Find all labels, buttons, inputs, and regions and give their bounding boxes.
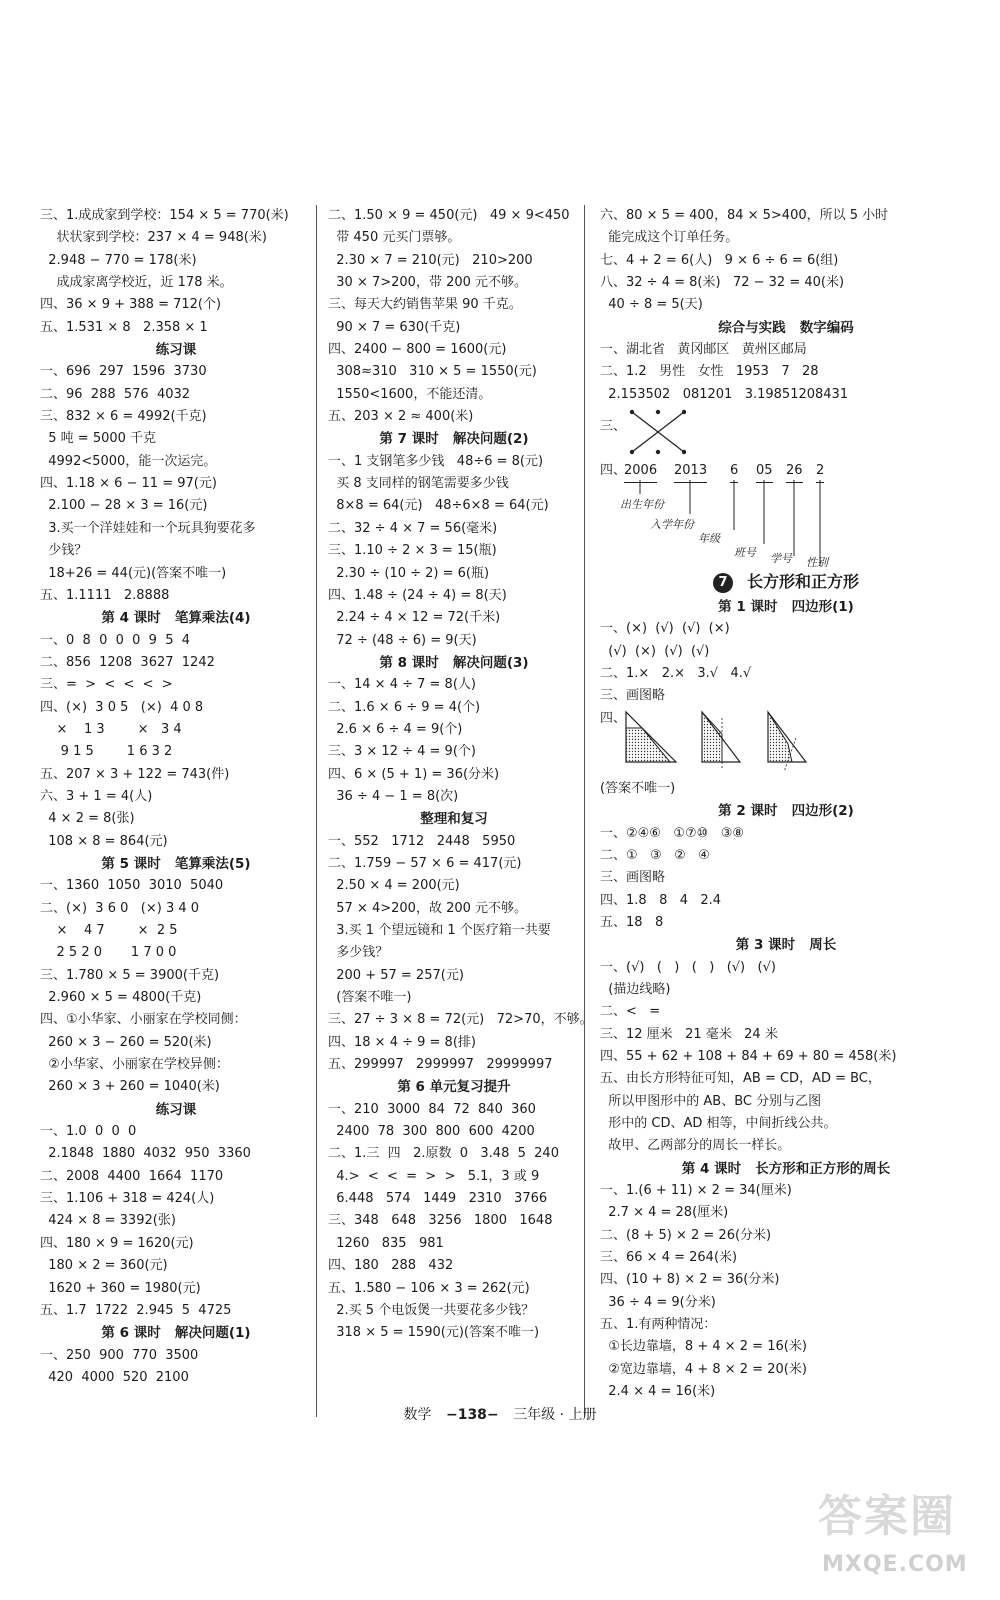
- answer-line: 三、1.106 + 318 = 424(人): [40, 1191, 215, 1207]
- answer-line: 故甲、乙两部分的周长一样长。: [600, 1138, 791, 1154]
- answer-line: 2.960 × 5 = 4800(千克): [40, 990, 202, 1006]
- answer-line: 所以甲图形中的 AB、BC 分别与乙图: [600, 1093, 822, 1109]
- answer-line: 二、① ③ ② ④: [600, 847, 710, 863]
- student-code-diagram: [600, 458, 972, 568]
- answer-line: 三、= > < < < >: [40, 677, 173, 693]
- answer-line: 一、14 × 4 ÷ 7 = 8(人): [328, 677, 476, 693]
- answer-line: 四、2400 − 800 = 1600(元): [328, 342, 507, 358]
- section-heading: 第 2 课时 四边形(2): [718, 803, 854, 820]
- answer-line: 二、1.50 × 9 = 450(元) 49 × 9<450: [328, 208, 570, 223]
- answer-line: 四、1.48 ÷ (24 ÷ 4) = 8(天): [328, 587, 507, 603]
- answer-line: (√) (×) (√) (√): [600, 643, 710, 659]
- answer-line: 一、1.(6 + 11) × 2 = 34(厘米): [600, 1183, 792, 1198]
- page-number: −138−: [445, 1407, 499, 1423]
- answer-line: 200 + 57 = 257(元): [328, 967, 464, 983]
- answer-line: 三、3 × 12 ÷ 4 = 9(个): [328, 744, 476, 760]
- answer-line: 424 × 8 = 3392(张): [40, 1213, 176, 1229]
- answer-line: 二、1.× 2.× 3.√ 4.√: [600, 666, 752, 682]
- answer-line: 2.50 × 4 = 200(元): [328, 878, 460, 894]
- code-part: 2013: [674, 460, 707, 483]
- answer-line: 18+26 = 44(元)(答案不唯一): [40, 565, 227, 581]
- answer-line: 成成家离学校近，近 178 米。: [40, 275, 233, 291]
- answer-line: 四、36 × 9 + 388 = 712(个): [40, 297, 222, 313]
- answer-line: 二、(8 + 5) × 2 = 26(分米): [600, 1227, 772, 1243]
- answer-line: 2.7 × 4 = 28(厘米): [600, 1205, 729, 1221]
- answer-line: 8×8 = 64(元) 48÷6×8 = 64(元): [328, 498, 549, 514]
- answer-line: 308≈310 310 × 5 = 1550(元): [328, 364, 537, 380]
- code-label: 性别: [806, 556, 828, 570]
- answer-line: (答案不唯一): [328, 990, 412, 1006]
- answer-line: 二、(×) 3 6 0 (×) 3 4 0: [40, 900, 200, 916]
- answer-line: × 1 3 × 3 4: [40, 721, 182, 737]
- code-label: 年级: [698, 532, 720, 546]
- answer-line: 少钱？: [40, 543, 88, 559]
- code-label: 入学年份: [650, 518, 694, 532]
- answer-line: 二、856 1208 3627 1242: [40, 654, 215, 670]
- answer-line: 180 × 2 = 360(元): [40, 1258, 168, 1274]
- answer-line: 能完成这个订单任务。: [600, 230, 739, 246]
- answer-line: 一、696 297 1596 3730: [40, 364, 207, 380]
- answer-line: 六、80 × 5 = 400，84 × 5>400，所以 5 小时: [600, 208, 889, 223]
- answer-line: 36 ÷ 4 = 9(分米): [600, 1294, 716, 1310]
- footer-subject: 数学: [403, 1407, 432, 1423]
- answer-line: 买 8 支同样的钢笔需要多少钱: [328, 476, 509, 492]
- section-heading: 第 3 课时 周长: [735, 937, 837, 954]
- answer-line: ①长边靠墙，8 + 4 × 2 = 16(米): [600, 1339, 807, 1355]
- section-heading: 第 4 课时 长方形和正方形的周长: [681, 1160, 891, 1177]
- answer-line: 四、1.18 × 6 − 11 = 97(元): [40, 476, 217, 492]
- answer-line: 2.30 × 7 = 210(元) 210>200: [328, 252, 533, 268]
- answer-line: 三、832 × 6 = 4992(千克): [40, 409, 207, 425]
- answer-line: 4.> < < = > > 5.1，3 或 9: [328, 1168, 540, 1184]
- column-3-middle: [600, 596, 972, 708]
- answer-line: 三、1.成成家到学校：154 × 5 = 770(米): [40, 208, 289, 223]
- column-3-top: [600, 205, 972, 406]
- footer-grade: 三年级 · 上册: [513, 1407, 597, 1423]
- answer-line: 三、每天大约销售苹果 90 千克。: [328, 297, 522, 313]
- answer-line: 四、1.8 8 4 2.4: [600, 892, 722, 908]
- answer-line: 420 4000 520 2100: [40, 1369, 189, 1385]
- answer-line: 三、66 × 4 = 264(米): [600, 1250, 738, 1266]
- answer-line: 三、画图略: [600, 870, 666, 886]
- answer-line: 一、1360 1050 3010 5040: [40, 878, 224, 894]
- answer-line: 1620 + 360 = 1980(元): [40, 1280, 201, 1296]
- section-heading: 第 6 课时 解决问题(1): [101, 1325, 251, 1342]
- answer-line: 40 ÷ 8 = 5(天): [600, 297, 703, 313]
- answer-line: 2.153502 081201 3.19851208431: [600, 386, 849, 402]
- answer-line: 2.买 5 个电饭煲一共要花多少钱？: [328, 1302, 535, 1318]
- answer-line: 四、①小华家、小丽家在学校同侧：: [40, 1012, 247, 1028]
- section-heading: 第 7 课时 解决问题(2): [379, 431, 529, 448]
- answer-line: 五、203 × 2 ≈ 400(米): [328, 409, 474, 425]
- answer-line: 6.448 574 1449 2310 3766: [328, 1191, 548, 1207]
- answer-line: 3.买 1 个望远镜和 1 个医疗箱一共要: [328, 923, 551, 938]
- answer-line: 一、(×) (√) (√) (×): [600, 621, 730, 637]
- answer-line: 八、32 ÷ 4 = 8(米) 72 − 32 = 40(米): [600, 275, 845, 291]
- answer-line: 2.6 × 6 ÷ 4 = 9(个): [328, 721, 463, 737]
- page-footer: [0, 1404, 1000, 1424]
- answer-line: 三、27 ÷ 3 × 8 = 72(元) 72>70，不够。: [328, 1012, 593, 1028]
- answer-line: 四、6 × (5 + 1) = 36(分米): [328, 766, 500, 782]
- answer-line: 1550<1600，不能还清。: [328, 386, 492, 402]
- answer-line: 二、1.三 四 2.原数 0 3.48 5 240: [328, 1146, 559, 1162]
- answer-column-3: [600, 205, 972, 1403]
- answer-line: 七、4 + 2 = 6(人) 9 × 6 ÷ 6 = 6(组): [600, 252, 839, 268]
- section-heading: 整理和复习: [420, 811, 488, 828]
- answer-line: 5 吨 = 5000 千克: [40, 431, 157, 447]
- answer-line: 一、210 3000 84 72 840 360: [328, 1101, 536, 1117]
- answer-line: 57 × 4>200，故 200 元不够。: [328, 900, 528, 916]
- answer-line: 带 450 元买门票够。: [328, 230, 461, 246]
- answer-line: 9 1 5 1 6 3 2: [40, 744, 173, 760]
- answer-line: 2 5 2 0 1 7 0 0: [40, 945, 177, 961]
- answer-line: 六、3 + 1 = 4(人): [40, 788, 153, 804]
- answer-line: 四、18 × 4 ÷ 9 = 8(排): [328, 1034, 476, 1050]
- answer-line: 五、18 8: [600, 914, 664, 930]
- answer-line: 4992<5000，能一次运完。: [40, 453, 217, 469]
- answer-line: 五、1.531 × 8 2.358 × 1: [40, 319, 208, 335]
- answer-line: 二、32 ÷ 4 × 7 = 56(毫米): [328, 520, 498, 536]
- code-part: 2: [816, 460, 824, 483]
- watermark-domain: MXQE.COM: [822, 1552, 968, 1577]
- answer-line: 形中的 CD、AD 相等，中间折线公共。: [600, 1115, 837, 1131]
- answer-line: 2.100 − 28 × 3 = 16(元): [40, 498, 208, 514]
- answer-line: 五、由长方形特征可知，AB = CD，AD = BC，: [600, 1071, 881, 1087]
- answer-line: 三、12 厘米 21 毫米 24 米: [600, 1026, 778, 1042]
- code-part: 2006: [624, 460, 657, 483]
- answer-line: 三、1.780 × 5 = 3900(千克): [40, 967, 220, 983]
- answer-line: 72 ÷ (48 ÷ 6) = 9(天): [328, 632, 477, 648]
- answer-line: 一、1.0 0 0 0: [40, 1124, 137, 1140]
- answer-line: 318 × 5 = 1590(元)(答案不唯一): [328, 1325, 540, 1341]
- answer-line: × 4 7 × 2 5: [40, 923, 178, 938]
- cross-matching-figure: [628, 406, 708, 456]
- answer-line: 2400 78 300 800 600 4200: [328, 1124, 535, 1140]
- answer-line: 三、画图略: [600, 688, 666, 704]
- answer-line: 三、348 648 3256 1800 1648: [328, 1213, 553, 1229]
- answer-line: (答案不唯一): [600, 780, 676, 796]
- code-label: 学号: [770, 552, 792, 566]
- answer-line: 二、1.6 × 6 ÷ 9 = 4(个): [328, 699, 481, 715]
- answer-line: (描边线略): [600, 981, 671, 997]
- answer-line: 108 × 8 = 864(元): [40, 833, 168, 849]
- answer-line: 二、< =: [600, 1004, 661, 1020]
- answer-line: 一、552 1712 2448 5950: [328, 833, 516, 849]
- unit-heading: [600, 568, 972, 596]
- cross-figure-row: 三、: [600, 406, 972, 458]
- column-divider-2: [584, 205, 585, 1417]
- column-divider-1: [316, 205, 317, 1417]
- unit-title-text: 长方形和正方形: [746, 572, 859, 592]
- code-part: 26: [786, 460, 803, 483]
- answer-line: 四、55 + 62 + 108 + 84 + 69 + 80 = 458(米): [600, 1048, 897, 1064]
- answer-line: 一、湖北省 黄冈邮区 黄州区邮局: [600, 342, 807, 358]
- answer-line: 多少钱？: [328, 945, 389, 961]
- answer-line: 四、180 × 9 = 1620(元): [40, 1235, 194, 1251]
- answer-line: 四、180 288 432: [328, 1258, 454, 1274]
- watermark-text: 答案圈: [818, 1491, 956, 1542]
- answer-line: 2.4 × 4 = 16(米): [600, 1384, 716, 1400]
- code-part: 05: [756, 460, 773, 483]
- answer-line: ②宽边靠墙，4 + 8 × 2 = 20(米): [600, 1361, 807, 1377]
- answer-line: 五、299997 2999997 29999997: [328, 1057, 553, 1073]
- section-heading: 第 8 课时 解决问题(3): [379, 654, 529, 671]
- answer-column-2: [328, 205, 593, 1345]
- answer-line: 30 × 7>200，带 200 元不够。: [328, 275, 528, 291]
- answer-line: 三、1.10 ÷ 2 × 3 = 15(瓶): [328, 543, 497, 559]
- section-heading: 综合与实践 数字编码: [718, 319, 854, 336]
- answer-line: 二、96 288 576 4032: [40, 386, 191, 402]
- answer-line: 五、207 × 3 + 122 = 743(件): [40, 766, 230, 782]
- section-heading: 第 4 课时 笔算乘法(4): [101, 610, 251, 627]
- answer-line: 2.948 − 770 = 178(米): [40, 252, 197, 268]
- answer-line: 2.30 ÷ (10 ÷ 2) = 6(瓶): [328, 565, 490, 581]
- answer-line: 五、1.有两种情况：: [600, 1317, 717, 1333]
- answer-line: 一、(√) ( ) ( ) (√) (√): [600, 959, 776, 975]
- code-prefix: 四、: [600, 463, 627, 479]
- answer-line: 260 × 3 − 260 = 520(米): [40, 1034, 212, 1050]
- answer-line: 二、1.759 − 57 × 6 = 417(元): [328, 855, 522, 871]
- answer-line: ②小华家、小丽家在学校异侧：: [40, 1057, 229, 1073]
- watermark-logo: [818, 1480, 988, 1590]
- answer-line: 90 × 7 = 630(千克): [328, 319, 461, 335]
- code-label: 班号: [734, 546, 756, 560]
- code-part: 6: [730, 460, 738, 483]
- answer-line: 一、②④⑥ ①⑦⑩ ③⑧: [600, 825, 745, 841]
- answer-column-1: [40, 205, 312, 1389]
- answer-line: 2.24 ÷ 4 × 12 = 72(千米): [328, 610, 501, 626]
- answer-line: 1260 835 981: [328, 1235, 444, 1251]
- answer-line: 二、1.2 男性 女性 1953 7 28: [600, 364, 819, 380]
- answer-line: 一、250 900 770 3500: [40, 1347, 199, 1363]
- answer-line: 四、(10 + 8) × 2 = 36(分米): [600, 1272, 780, 1288]
- answer-line: 4 × 2 = 8(张): [40, 811, 135, 827]
- answer-line: 36 ÷ 4 − 1 = 8(次): [328, 788, 459, 804]
- answer-line: 一、1 支钢笔多少钱 48÷6 = 8(元): [328, 453, 544, 469]
- section-heading: 练习课: [155, 342, 197, 359]
- answer-line: 260 × 3 + 260 = 1040(米): [40, 1079, 220, 1095]
- section-heading: 第 6 单元复习提升: [397, 1079, 511, 1096]
- section-heading: 练习课: [155, 1101, 197, 1118]
- unit-number-badge: 7: [713, 573, 733, 593]
- answer-line: 3.买一个洋娃娃和一个玩具狗要花多: [40, 520, 256, 536]
- section-heading: 第 5 课时 笔算乘法(5): [101, 855, 251, 872]
- column-3-bottom: [600, 778, 972, 1404]
- answer-line: 2.1848 1880 4032 950 3360: [40, 1146, 251, 1162]
- answer-line: 四、(×) 3 0 5 (×) 4 0 8: [40, 699, 204, 715]
- answer-line: 二、2008 4400 1664 1170: [40, 1168, 224, 1184]
- answer-line: 五、1.7 1722 2.945 5 4725: [40, 1302, 232, 1318]
- shaded-quadrilateral-figures: [622, 708, 862, 774]
- section-heading: 第 1 课时 四边形(1): [718, 599, 854, 616]
- answer-line: 一、0 8 0 0 0 9 5 4: [40, 632, 191, 648]
- answer-line: 五、1.580 − 106 × 3 = 262(元): [328, 1280, 530, 1296]
- quad-figures-row: 四、: [600, 708, 972, 778]
- answer-line: 状状家到学校：237 × 4 = 948(米): [40, 230, 267, 246]
- answer-line: 五、1.1111 2.8888: [40, 587, 170, 603]
- code-label: 出生年份: [620, 498, 664, 512]
